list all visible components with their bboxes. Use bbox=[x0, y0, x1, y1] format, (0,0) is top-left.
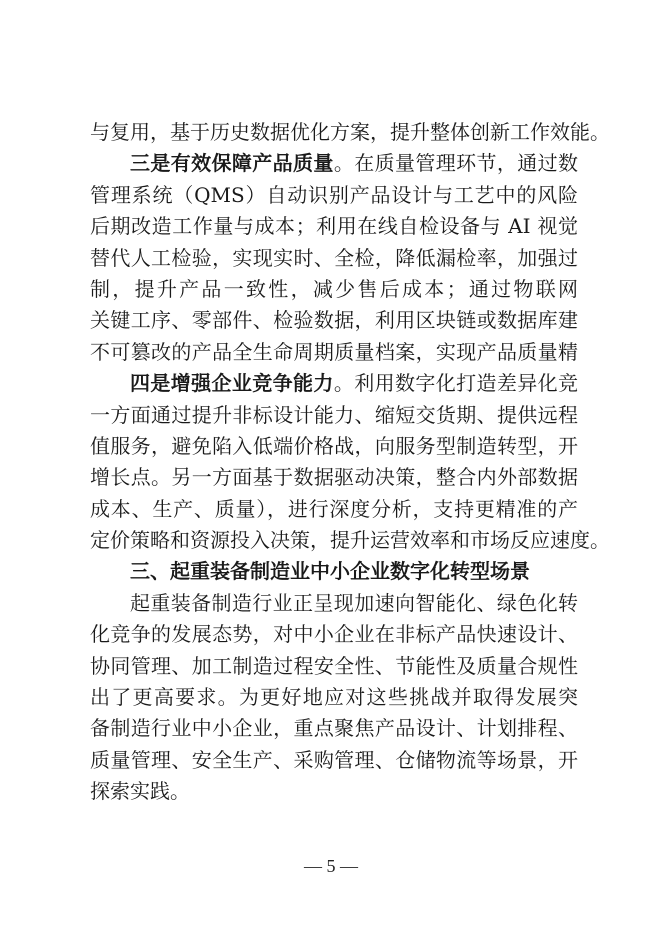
text-line bbox=[90, 588, 578, 619]
text-line bbox=[90, 211, 578, 242]
text-line bbox=[90, 431, 578, 462]
line-text: 成本、生产、质量），进行深度分析，支持更精准的产 bbox=[90, 496, 578, 521]
text-line bbox=[90, 148, 578, 179]
line-text: 备制造行业中小企业，重点聚焦产品设计、计划排程、 bbox=[90, 716, 578, 741]
line-text: 起重装备制造行业正呈现加速向智能化、绿色化转 bbox=[130, 590, 578, 615]
line-text: 关键工序、零部件、检验数据，利用区块链或数据库建 bbox=[90, 308, 578, 333]
text-line bbox=[90, 651, 578, 682]
line-text: 管理系统（QMS）自动识别产品设计与工艺中的风险 bbox=[90, 182, 578, 207]
text-line bbox=[90, 337, 578, 368]
bold-lead-phrase: 三是有效保障产品质量 bbox=[130, 151, 334, 176]
text-line bbox=[90, 619, 578, 650]
line-text: 替代人工检验，实现实时、全检，降低漏检率，加强过 bbox=[90, 245, 578, 270]
text-line bbox=[90, 180, 578, 211]
line-text: 后期改造工作量与成本；利用在线自检设备与 AI 视觉 bbox=[90, 214, 578, 239]
line-text: 不可篡改的产品全生命周期质量档案，实现产品质量精 bbox=[90, 339, 578, 364]
text-line bbox=[90, 117, 610, 148]
text-line bbox=[90, 713, 578, 744]
page-number: — 5 — bbox=[304, 856, 358, 876]
text-line bbox=[90, 274, 578, 305]
line-text: 。在质量管理环节，通过数 bbox=[333, 151, 578, 176]
section-heading bbox=[90, 556, 578, 587]
text-line bbox=[90, 400, 578, 431]
line-text: 与复用，基于历史数据优化方案，提升整体创新工作效能。 bbox=[90, 120, 610, 144]
line-text: 增长点。另一方面基于数据驱动决策，整合内外部数据 bbox=[90, 465, 578, 490]
text-line bbox=[90, 368, 578, 399]
line-text: 出了更高要求。为更好地应对这些挑战并取得发展突 bbox=[90, 685, 578, 710]
bold-lead-phrase: 四是增强企业竞争能力 bbox=[130, 371, 334, 396]
line-text: 一方面通过提升非标设计能力、缩短交货期、提供远程 bbox=[90, 402, 578, 427]
line-text: 协同管理、加工制造过程安全性、节能性及质量合规性 bbox=[90, 653, 578, 678]
line-text: 值服务，避免陷入低端价格战，向服务型制造转型，开 bbox=[90, 433, 578, 458]
line-text: 制，提升产品一致性，减少售后成本；通过物联网 bbox=[90, 276, 578, 301]
line-text: 定价策略和资源投入决策，提升运营效率和市场反应速度。 bbox=[90, 528, 610, 553]
text-line bbox=[90, 745, 578, 776]
line-text: 探索实践。 bbox=[90, 779, 190, 804]
line-text: 三、起重装备制造业中小企业数字化转型场景 bbox=[130, 559, 530, 584]
line-text: 质量管理、安全生产、采购管理、仓储物流等场景，开 bbox=[90, 747, 578, 772]
text-line bbox=[90, 776, 578, 807]
line-text: 。利用数字化打造差异化竞 bbox=[333, 371, 578, 396]
text-line bbox=[90, 305, 578, 336]
text-line bbox=[90, 494, 578, 525]
text-line bbox=[90, 682, 578, 713]
line-text: 化竞争的发展态势，对中小企业在非标产品快速设计、 bbox=[90, 622, 578, 647]
text-line bbox=[90, 525, 610, 556]
document-body bbox=[90, 117, 610, 808]
text-line bbox=[90, 462, 578, 493]
text-line bbox=[90, 243, 578, 274]
